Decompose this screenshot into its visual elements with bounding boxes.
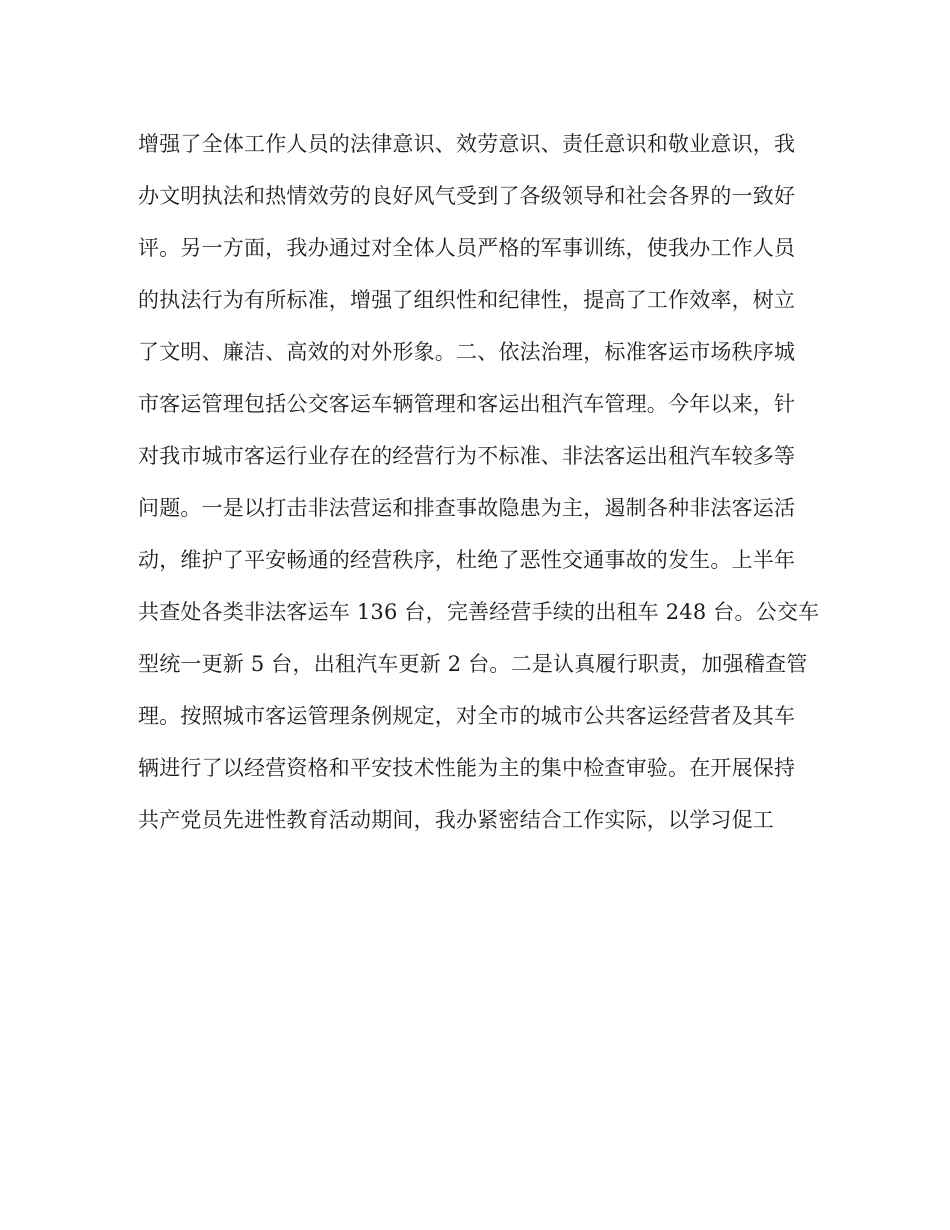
- text-line: 办文明执法和热情效劳的良好风气受到了各级领导和社会各界的一致好: [138, 184, 796, 208]
- text-line: 型统一更新 5 台，出租汽车更新 2 台。二是认真履行职责，加强稽查管: [138, 652, 808, 676]
- text-line: 理。按照城市客运管理条例规定，对全市的城市公共客运经营者及其车: [138, 704, 796, 728]
- text-line: 辆进行了以经营资格和平安技术性能为主的集中检查审验。在开展保持: [138, 756, 796, 780]
- text-line: 对我市城市客运行业存在的经营行为不标准、非法客运出租汽车较多等: [138, 444, 796, 468]
- text-line: 共产党员先进性教育活动期间，我办紧密结合工作实际，以学习促工: [138, 808, 774, 832]
- text-line: 问题。一是以打击非法营运和排查事故隐患为主，遏制各种非法客运活: [138, 496, 796, 520]
- text-line: 评。另一方面，我办通过对全体人员严格的军事训练，使我办工作人员: [138, 236, 796, 260]
- text-line: 共查处各类非法客运车 136 台，完善经营手续的出租车 248 台。公交车: [138, 600, 820, 624]
- text-line: 市客运管理包括公交客运车辆管理和客运出租汽车管理。今年以来，针: [138, 392, 796, 416]
- text-line: 增强了全体工作人员的法律意识、效劳意识、责任意识和敬业意识，我: [138, 132, 796, 156]
- text-line: 的执法行为有所标准，增强了组织性和纪律性，提高了工作效率，树立: [138, 288, 796, 312]
- body-text: [138, 122, 818, 850]
- text-line: 动，维护了平安畅通的经营秩序，杜绝了恶性交通事故的发生。上半年: [138, 548, 796, 572]
- text-line: 了文明、廉洁、高效的对外形象。二、依法治理，标准客运市场秩序城: [138, 340, 796, 364]
